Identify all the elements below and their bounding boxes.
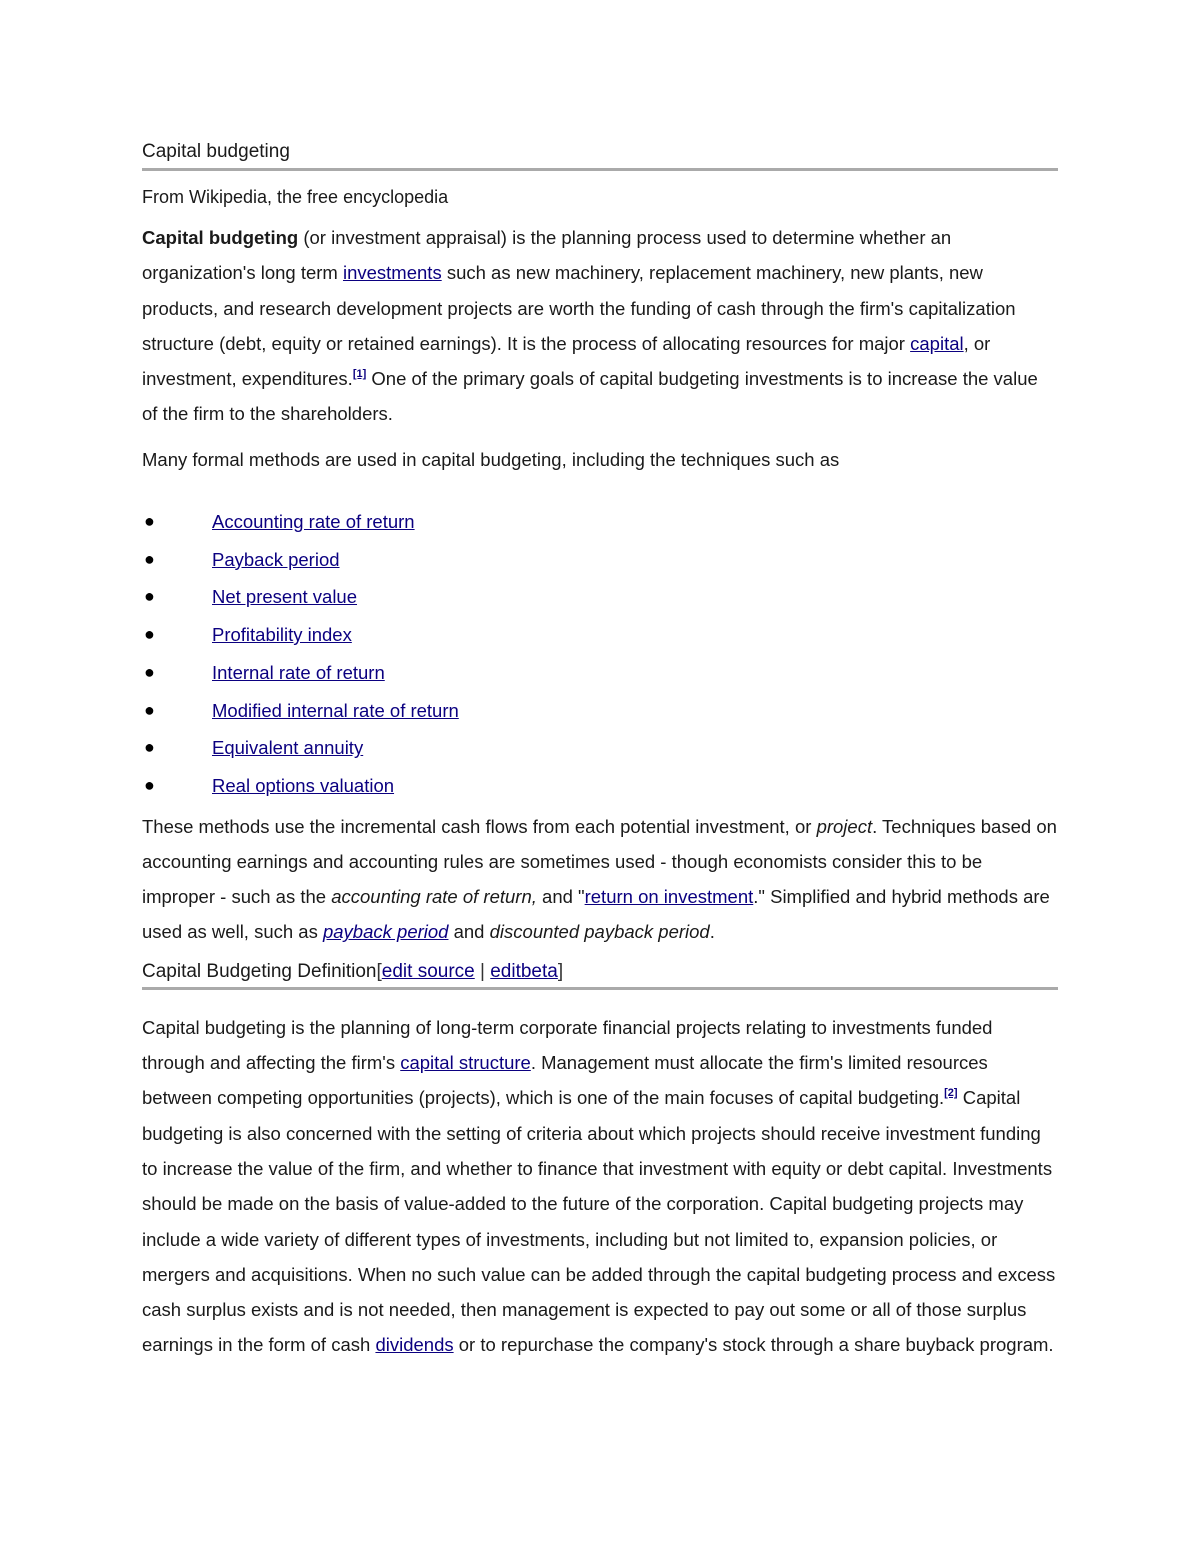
list-item [142,654,1058,692]
reference-2-link[interactable]: [2] [944,1087,958,1100]
intro-text-1: (or investment appraisal) is the planning process used to determine whether an organization's long term [142,227,952,284]
note-text-3: and " [536,886,585,908]
link-method[interactable]: Equivalent annuity [212,737,364,759]
link-return-on-investment[interactable]: return on investment [584,886,754,908]
bullet-icon: ● [144,699,155,720]
edit-source-link[interactable]: edit source [381,960,475,982]
bullet-icon: ● [144,511,155,532]
bullet-icon: ● [144,586,155,607]
note-text-2: . Techniques based on accounting earnings and accounting rules are sometimes used - though economists consider this to be improper - such as the [142,815,1057,908]
reference-1-link[interactable]: [1] [352,368,367,381]
bullet-icon: ● [144,737,155,758]
list-item [142,767,1058,805]
note-em-arr: accounting rate of return, [331,886,537,908]
definition-paragraph [142,1010,1058,1363]
link-investments[interactable]: investments [342,262,442,284]
link-method[interactable]: Internal rate of return [212,661,385,683]
link-method[interactable]: Net present value [212,586,358,608]
section-heading-text: Capital Budgeting Definition [142,960,377,982]
edit-beta-link[interactable]: editbeta [490,960,558,982]
tagline: From Wikipedia, the free encyclopedia [142,187,449,207]
intro-paragraph [142,220,1058,432]
bullet-icon: ● [144,774,155,795]
intro-text-4: One of the primary goals of capital budgeting investments is to increase the value of the firm to the shareholders. [142,368,1038,425]
intro-bold-term: Capital budgeting [142,227,299,248]
list-item [142,503,1058,541]
list-item [142,616,1058,654]
definition-text-1: Capital budgeting is the planning of long-term corporate financial projects relating to investments funded through and affecting the firm's [142,1016,993,1074]
link-method[interactable]: Payback period [212,548,340,570]
definition-text-2: . Management must allocate the firm's limited resources between competing opportunities (projects), which is one of the main focuses of capital budgeting. [142,1052,988,1109]
list-item [142,578,1058,616]
edit-separator: | [474,960,491,982]
list-item [142,541,1058,579]
bullet-icon: ● [144,548,155,569]
note-em-discounted: discounted payback period [489,921,710,943]
bullet-icon: ● [144,661,155,682]
note-em-project: project [816,815,873,837]
link-method[interactable]: Modified internal rate of return [212,699,459,721]
list-item [142,729,1058,767]
edit-bracket-close: ] [557,960,564,982]
section-heading-definition [142,960,1058,990]
note-text-4: ." Simplified and hybrid methods are used as well, such as [142,886,1050,943]
link-capital[interactable]: capital [910,332,964,354]
document-page [142,140,1058,1363]
link-payback-period[interactable]: payback period [322,921,449,943]
definition-text-4: or to repurchase the company's stock through a share buyback program. [453,1334,1054,1356]
page-title: Capital budgeting [142,140,1058,171]
definition-text-3: Capital budgeting is also concerned with the setting of criteria about which projects should receive investment funding to increase the value of the firm, and whether to finance that investment with equity or debt capital. Investments should be made on the basis of value-added to the future of the corporation. Capital budgeting projects may include a wide variety of different types of investments, including but not limited to, expansion policies, or mergers and acquisitions. When no such value can be added through the capital budgeting process and excess cash surplus exists and is not needed, then management is expected to pay out some or all of those surplus earnings in the form of cash [142,1087,1056,1356]
intro-text-2: such as new machinery, replacement machinery, new plants, new products, and research development projects are worth the funding of cash through the firm's capitalization structure (debt, equity or retained earnings). It is the process of allocating resources for major [142,262,1016,354]
reference-1 [353,368,366,380]
reference-2 [944,1087,957,1099]
link-method[interactable]: Real options valuation [212,774,395,796]
edit-bracket-open: [ [376,960,382,982]
link-capital-structure[interactable]: capital structure [400,1052,531,1074]
methods-list [142,503,1058,805]
list-item [142,692,1058,730]
bullet-icon: ● [144,624,155,645]
methods-intro: Many formal methods are used in capital budgeting, including the techniques such as [142,448,840,470]
link-dividends[interactable]: dividends [375,1334,454,1356]
note-text-5: and [448,921,490,943]
link-method[interactable]: Accounting rate of return [212,511,415,533]
methods-note-paragraph [142,809,1058,950]
link-method[interactable]: Profitability index [212,624,352,646]
intro-text-3: , or investment, expenditures. [142,332,991,390]
note-text-6: . [709,921,715,943]
note-text-1: These methods use the incremental cash flows from each potential investment, or [142,815,817,837]
